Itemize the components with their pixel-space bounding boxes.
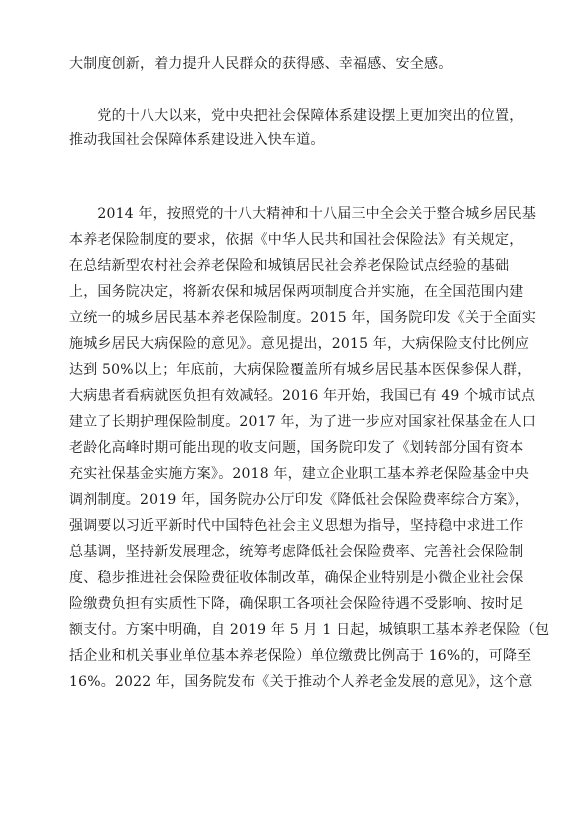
text-line: 推动我国社会保障体系建设进入快车道。 xyxy=(69,132,325,148)
paragraph-2 xyxy=(69,104,524,152)
text-line: 达到 50%以上；年底前，大病保险覆盖所有城乡居民基本医保参保人群， xyxy=(69,362,532,378)
text-line: 险缴费负担有实质性下降，确保职工各项社会保险待遇不受影响、按时足 xyxy=(69,596,524,612)
text-line: 16%。2022 年，国务院发布《关于推动个人养老金发展的意见》，这个意 xyxy=(69,674,533,690)
text-line: 2014 年，按照党的十八大精神和十八届三中全会关于整合城乡居民基 xyxy=(69,206,537,222)
text-line: 调剂制度。2019 年，国务院办公厅印发《降低社会保险费率综合方案》， xyxy=(69,492,530,508)
text-line: 在总结新型农村社会养老保险和城镇居民社会养老保险试点经验的基础 xyxy=(69,258,510,274)
text-line: 总基调，坚持新发展理念，统筹考虑降低社会保险费率、完善社会保险制 xyxy=(69,544,524,560)
text-line: 括企业和机关事业单位基本养老保险）单位缴费比例高于 16%的，可降至 xyxy=(69,648,532,664)
text-line: 度、稳步推进社会保险费征收体制改革，确保企业特别是小微企业社会保 xyxy=(69,570,524,586)
text-line: 大病患者看病就医负担有效减轻。2016 年开始，我国已有 49 个城市试点 xyxy=(69,388,536,404)
text-line: 党的十八大以来，党中央把社会保障体系建设摆上更加突出的位置， xyxy=(69,108,524,124)
text-line: 老龄化高峰时期可能出现的收支问题，国务院印发了《划转部分国有资本 xyxy=(69,440,524,456)
text-line: 本养老保险制度的要求，依据《中华人民共和国社会保险法》有关规定， xyxy=(69,232,524,248)
document-page xyxy=(69,52,550,695)
text-line: 施城乡居民大病保险的意见》。意见提出，2015 年，大病保险支付比例应 xyxy=(69,336,530,352)
paragraph-3 xyxy=(69,201,550,695)
text-line: 上，国务院决定，将新农保和城居保两项制度合并实施，在全国范围内建 xyxy=(69,284,524,300)
paragraph-1 xyxy=(69,54,509,74)
text-line: 额支付。方案中明确，自 2019 年 5 月 1 日起，城镇职工基本养老保险（包 xyxy=(69,622,550,638)
text-line: 充实社保基金实施方案》。2018 年，建立企业职工基本养老保险基金中央 xyxy=(69,466,530,482)
text-line: 强调要以习近平新时代中国特色社会主义思想为指导，坚持稳中求进工作 xyxy=(69,518,524,534)
text-line: 建立了长期护理保险制度。2017 年，为了进一步应对国家社保基金在人口 xyxy=(69,414,537,430)
text-line: 立统一的城乡居民基本养老保险制度。2015 年，国务院印发《关于全面实 xyxy=(69,310,537,326)
text-line: 大制度创新，着力提升人民群众的获得感、幸福感、安全感。 xyxy=(69,56,453,72)
